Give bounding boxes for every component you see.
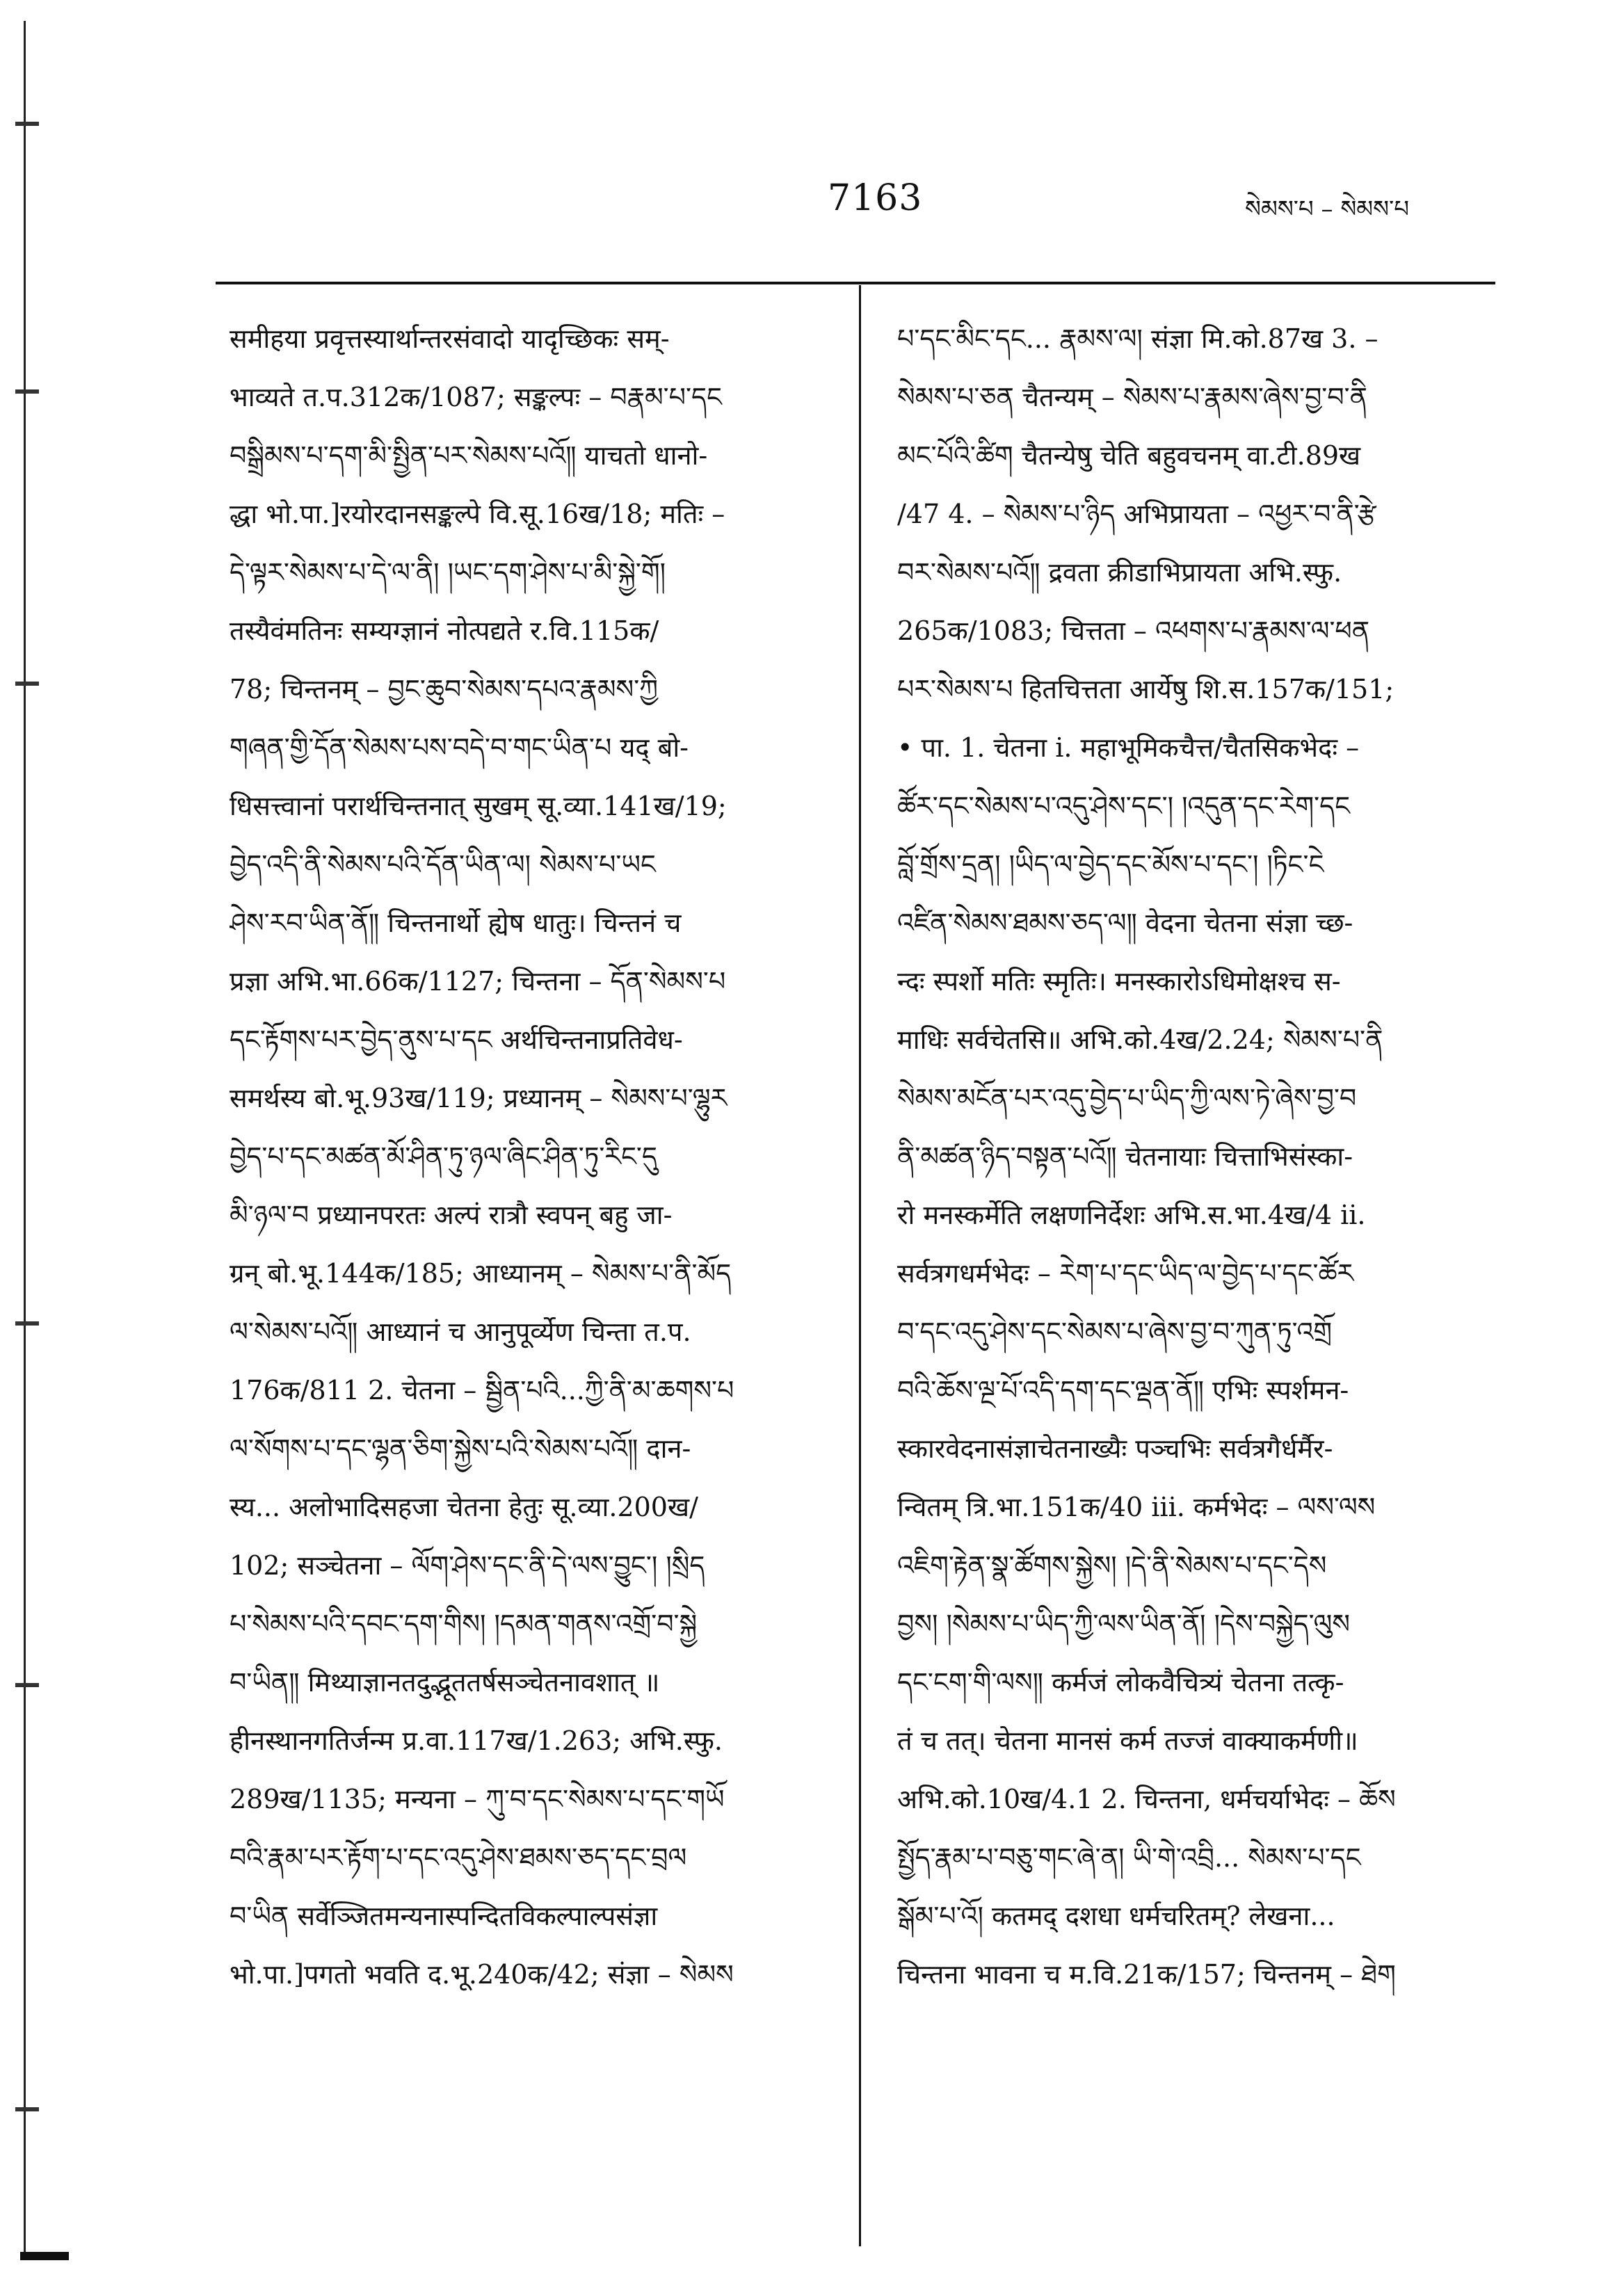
text-line: དང་ངག་གི་ལས༎ कर्मजं लोकवैचित्र्यं चेतना तत्कृ-: [897, 1667, 1344, 1698]
text-line: བ་དང་འདུ་ཤེས་དང་སེམས་པ་ཞེས་བྱ་བ་ཀུན་ཏུ་འགྲོ: [897, 1316, 1333, 1347]
text-line: པ་དང་མིང་དང... རྣམས་ལ། संज्ञा मि.को.87ख 3. –: [897, 323, 1378, 354]
text-line: ग्रन् बो.भू.144क/185; आध्यानम् – སེམས་པ་ནི་མོད: [230, 1258, 732, 1289]
guide-words: སེམས་པ – སེམས་པ: [1245, 195, 1410, 223]
text-line: དང་རྟོགས་པར་བྱེད་ནུས་པ་དང अर्थचिन्तनाप्रतिवेध-: [230, 1024, 683, 1055]
binding-mark: [15, 122, 39, 126]
text-line: तं च तत्। चेतना मानसं कर्म तज्जं वाक्याकर्मणी॥: [897, 1725, 1358, 1756]
text-line: མང་པོའི་ཚིག चैतन्येषु चेति बहुवचनम् वा.टी.89ख: [897, 440, 1361, 471]
text-line: समर्थस्य बो.भू.93ख/119; प्रध्यानम् – སེམས་པ་ལྷུར: [230, 1083, 727, 1113]
text-line: དེ་ལྟར་སེམས་པ་དེ་ལ་ནི། །ཡང་དག་ཤེས་པ་མི་སྐྱེ་གོ།: [230, 557, 666, 588]
binding-mark: [15, 389, 39, 394]
text-line: སེམས་པ་ཅན चैतन्यम् – སེམས་པ་རྣམས་ཞེས་བྱ་བ་ནི: [897, 382, 1367, 412]
text-line: द्धा भो.पा.]रयोरदानसङ्कल्पे वि.सू.16ख/18; मतिः –: [230, 499, 725, 529]
text-line: པར་སེམས་པ हितचित्तता आर्येषु शि.स.157क/151;: [897, 674, 1394, 704]
text-line: འཇིག་རྟེན་སྣ་ཚོགས་སྐྱེས། །དེ་ནི་སེམས་པ་དང་དེས: [897, 1550, 1327, 1581]
text-line: चिन्तना भावना च म.वि.21क/157; चिन्तनम् – ཐེག: [897, 1959, 1396, 1990]
text-line: བྱེད་འདི་ནི་སེམས་པའི་དོན་ཡིན་ལ། སེམས་པ་ཡང: [230, 849, 656, 880]
text-line: 265क/1083; चित्तता – འཕགས་པ་རྣམས་ལ་ཕན: [897, 615, 1370, 646]
text-line: བློ་གྲོས་དྲན། །ཡིད་ལ་བྱེད་དང་མོས་པ་དང་། །ཏིང་ངེ: [897, 849, 1324, 880]
text-line: ནི་མཚན་ཉིད་བསྟན་པའོ༎ चेतनायाः चित्ताभिसंस्का-: [897, 1141, 1353, 1172]
text-line: 289ख/1135; मन्यना – ཀུ་བ་དང་སེམས་པ་དང་གཡོ: [230, 1784, 725, 1814]
text-line: བར་སེམས་པའོ༎ द्रवता क्रीडाभिप्रायता अभि.स्फु.: [897, 557, 1342, 588]
text-line: धिसत्त्वानां परार्थचिन्तनात् सुखम् सू.व्या.141ख/19;: [230, 791, 727, 821]
text-line: हीनस्थानगतिर्जन्म प्र.वा.117ख/1.263; अभि.स्फु.: [230, 1725, 723, 1756]
text-line: स्य... अलोभादिसहजा चेतना हेतुः सू.व्या.200ख/: [230, 1492, 698, 1522]
text-line: स्कारवेदनासंज्ञाचेतनाख्यैः पञ्चभिः सर्वत्रगैर्धर्मैर-: [897, 1433, 1333, 1464]
binding-mark: [15, 1683, 39, 1687]
binding-mark: [15, 1321, 39, 1326]
column-divider: [859, 285, 861, 2246]
text-line: भाव्यते त.प.312क/1087; सङ्कल्पः – བརྣམ་པ་དང: [230, 382, 722, 412]
text-line: གཞན་གྱི་དོན་སེམས་པས་བདེ་བ་གང་ཡིན་པ यद् बो-: [230, 732, 689, 763]
text-line: བསྒྲིམས་པ་དག་མི་སྤྱིན་པར་སེམས་པའོ༎ याचतो धानो-: [230, 440, 708, 471]
text-line: 176क/811 2. चेतना – སྦྱིན་པའི...ཀྱི་ནི་མ་ཆགས་པ: [230, 1375, 734, 1406]
text-line: भो.पा.]पगतो भवति द.भू.240क/42; संज्ञा – སེམས: [230, 1959, 734, 1990]
text-line: तस्यैवंमतिनः सम्यग्ज्ञानं नोत्पद्यते र.वि.115क/: [230, 615, 659, 646]
text-line: 102; सञ्चेतना – ལོག་ཤེས་དང་ནི་དེ་ལས་བྱུང་། །སྲིད: [230, 1550, 705, 1581]
text-line: • पा. 1. चेतना i. महाभूमिकचैत्त/चैतसिकभेदः –: [897, 732, 1360, 763]
text-line: 78; चिन्तनम् – བྱང་ཆུབ་སེམས་དཔའ་རྣམས་ཀྱི: [230, 674, 658, 704]
text-line: སྤྱོད་རྣམ་པ་བཅུ་གང་ཞེ་ན། ཡི་གེ་འབྲི... སེམས་པ་དང: [897, 1842, 1361, 1873]
binding-mark: [15, 682, 39, 686]
text-line: བའི་ཆོས་ལྔ་པོ་འདི་དག་དང་ལྡན་ནོ༎ एभिः स्पर्शमन-: [897, 1375, 1349, 1406]
header-rule: [216, 282, 1495, 284]
text-line: ཤེས་རབ་ཡིན་ནོ༎ चिन्तनार्थो ह्येष धातुः। चिन्तनं च: [230, 908, 682, 938]
text-line: /47 4. – སེམས་པ་ཉིད अभिप्रायता – འཕྱར་བ་ནི་རྩེ: [897, 499, 1376, 529]
text-line: सर्वत्रगधर्मभेदः – རེག་པ་དང་ཡིད་ལ་བྱེད་པ་དང་ཚོར: [897, 1258, 1354, 1289]
text-line: रो मनस्कर्मेति लक्षणनिर्देशः अभि.स.भा.4ख/4 ii.: [897, 1200, 1366, 1230]
text-line: ཚོར་དང་སེམས་པ་འདུ་ཤེས་དང་། །འདུན་དང་རེག་དང: [897, 791, 1351, 821]
text-line: न्वितम् त्रि.भा.151क/40 iii. कर्मभेदः – ལས་ལས: [897, 1492, 1376, 1522]
text-line: ལ་སོགས་པ་དང་ལྷན་ཅིག་སྐྱེས་པའི་སེམས་པའོ༎ दान-: [230, 1433, 691, 1464]
right-column: [897, 309, 1509, 2004]
binding-edge: [24, 21, 31, 2260]
text-line: བ་ཡིན༎ मिथ्याज्ञानतदुद्भूततर्षसञ्चेतनावशात् ॥: [230, 1667, 660, 1698]
text-line: འཛིན་སེམས་ཐམས་ཅད་ལ༎ वेदना चेतना संज्ञा च्छ-: [897, 908, 1353, 938]
text-line: समीहया प्रवृत्तस्यार्थान्तरसंवादो यादृच्छिकः सम्-: [230, 323, 670, 354]
text-line: མི་ཉལ་བ प्रध्यानपरतः अल्पं रात्रौ स्वपन् बहु जा-: [230, 1200, 673, 1230]
text-line: སེམས་མངོན་པར་འདུ་བྱེད་པ་ཡིད་ཀྱི་ལས་ཏེ་ཞེས་བྱ་བ: [897, 1083, 1357, 1113]
text-line: ལ་སེམས་པའོ༎ आध्यानं च आनुपूर्व्येण चिन्ता त.प.: [230, 1316, 691, 1347]
text-line: माधिः सर्वचेतसि॥ अभि.को.4ख/2.24; སེམས་པ་ནི: [897, 1024, 1383, 1055]
text-line: བའི་རྣམ་པར་རྟོག་པ་དང་འདུ་ཤེས་ཐམས་ཅད་དང་བྲལ: [230, 1842, 687, 1873]
text-line: པ་སེམས་པའི་དབང་དག་གིས། །དམན་གནས་འགྲོ་བ་སྐྱེ: [230, 1609, 698, 1639]
text-line: अभि.को.10ख/4.1 2. चिन्तना, धर्मचर्याभेदः – ཆོས: [897, 1784, 1396, 1814]
left-column: [230, 309, 842, 2004]
text-line: प्रज्ञा अभि.भा.66क/1127; चिन्तना – དོན་སེམས་པ: [230, 966, 726, 997]
binding-mark: [15, 2107, 39, 2111]
text-line: སྒོམ་པ་འོ། कतमद् दशधा धर्मचरितम्? लेखना...: [897, 1901, 1335, 1931]
page-number: 7163: [828, 177, 923, 219]
text-line: བྱས། །སེམས་པ་ཡིད་ཀྱི་ལས་ཡིན་ནོ། །དེས་བསྐྱེད་ལུས: [897, 1609, 1350, 1639]
text-line: བྱེད་པ་དང་མཚན་མོ་ཤིན་ཏུ་ཉལ་ཞིང་ཤིན་ཏུ་རིང་དུ: [230, 1141, 657, 1172]
text-line: བ་ཡིན सर्वेञ्जितमन्यनास्पन्दितविकल्पाल्पसंज्ञा: [230, 1901, 658, 1931]
text-line: न्दः स्पर्शो मतिः स्मृतिः। मनस्कारोऽधिमोक्षश्च स-: [897, 966, 1341, 997]
